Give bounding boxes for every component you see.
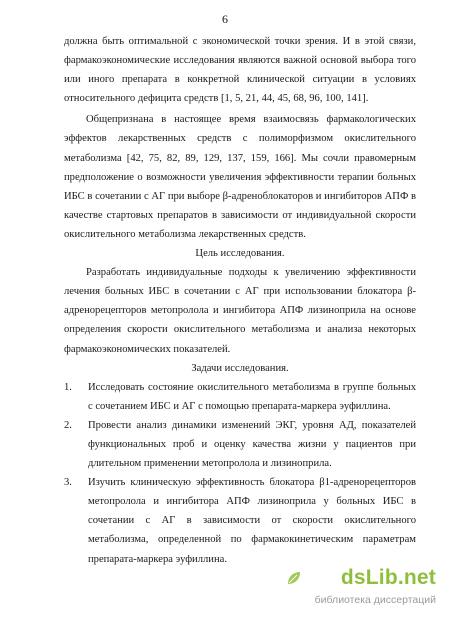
tasks-heading: Задачи исследования. bbox=[191, 362, 289, 374]
watermark-tagline: библиотека диссертаций bbox=[314, 594, 436, 606]
task-text: Провести анализ динамики изменений ЭКГ, уровня АД, показателей функциональных проб и оценку качества жизни у пациентов при длительном применении метопролола и лизиноприла. bbox=[88, 419, 416, 470]
watermark-logo: dsLib.net bbox=[340, 566, 436, 589]
task-number: 2. bbox=[64, 419, 72, 431]
page-number: 6 bbox=[222, 12, 228, 26]
task-number: 1. bbox=[64, 381, 72, 393]
leaf-icon bbox=[286, 570, 302, 586]
task-item bbox=[64, 378, 416, 416]
task-item bbox=[64, 473, 416, 568]
task-text: Исследовать состояние окислительного метаболизма в группе больных с сочетанием ИБС и АГ с помощью препарата-маркера эуфиллина. bbox=[88, 381, 416, 412]
tasks-list bbox=[64, 378, 416, 569]
paragraph-rationale: Общепризнана в настоящее время взаимосвязь фармакологических эффектов лекарственных средств с полиморфизмом окислительного метаболизма [42, 75, 82, 89, 129, 137, 159, 166]. Мы сочли правомерным предположение о возможности увеличения эффективности терапии больных ИБС в сочетании с АГ при выборе β-адреноблокаторов и ингибиторов АПФ в качестве стартовых препаратов в зависимости от индивидуальной скорости окислительного метаболизма лекарственных средств. bbox=[64, 114, 416, 240]
aim-paragraph: Разработать индивидуальные подходы к увеличению эффективности лечения больных ИБС в сочетании с АГ при использовании блокатора β-адренорецепторов метопролола и ингибитора АПФ лизиноприла на основе определения скорости окислительного метаболизма и анализа некоторых фармакоэкономических показателей. bbox=[64, 267, 416, 355]
document-body bbox=[64, 32, 416, 569]
task-number: 3. bbox=[64, 477, 72, 489]
task-text: Изучить клиническую эффективность блокатора β1-адренорецепторов метопролола и ингибитора АПФ лизиноприла у больных ИБС в сочетании с АГ в зависимости от скорости окислительного метаболизма, определенной по фармакокинетическим параметрам препарата-маркера эуфиллина. bbox=[88, 477, 416, 565]
task-item bbox=[64, 416, 416, 473]
paragraph-intro: должна быть оптимальной с экономической точки зрения. И в этой связи, фармакоэкономические исследования являются важной основой выбора того или иного препарата в конкретной клинической ситуации в условиях относительного дефицита средств [1, 5, 21, 44, 45, 68, 96, 100, 141]. bbox=[64, 36, 416, 105]
watermark bbox=[256, 566, 436, 606]
aim-heading: Цель исследования. bbox=[195, 248, 285, 260]
